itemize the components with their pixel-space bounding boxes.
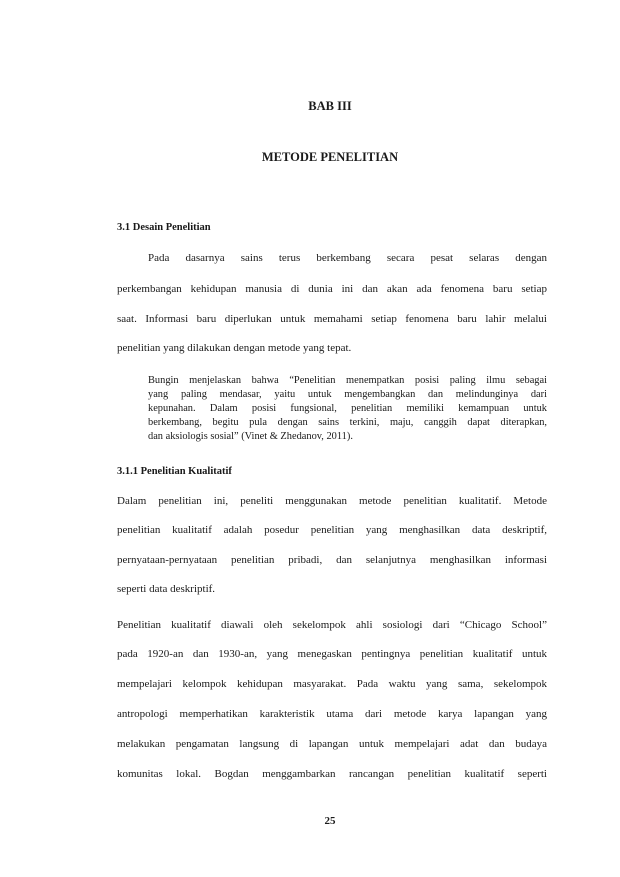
- section-heading-3-1-1: 3.1.1 Penelitian Kualitatif: [117, 466, 232, 477]
- paragraph-line: komunitas lokal. Bogdan menggambarkan rancangan penelitian kualitatif seperti: [117, 768, 547, 780]
- section-heading-3-1: 3.1 Desain Penelitian: [117, 222, 211, 233]
- paragraph-line: pada 1920-an dan 1930-an, yang menegaskan pentingnya penelitian kualitatif untuk: [117, 648, 547, 660]
- page-number: 25: [324, 815, 336, 827]
- paragraph-line: melakukan pengamatan langsung di lapangan untuk mempelajari adat dan budaya: [117, 738, 547, 750]
- paragraph-line: saat. Informasi baru diperlukan untuk memahami setiap fenomena baru lahir melalui: [117, 313, 547, 325]
- paragraph-line: Pada dasarnya sains terus berkembang secara pesat selaras dengan: [148, 252, 547, 264]
- paragraph-line: penelitian kualitatif adalah posedur penelitian yang menghasilkan data deskriptif,: [117, 524, 547, 536]
- paragraph-line: seperti data deskriptif.: [117, 583, 216, 595]
- block-quote-line: Bungin menjelaskan bahwa “Penelitian menempatkan posisi paling ilmu sebagai: [148, 375, 547, 386]
- block-quote-line: dan aksiologis sosial” (Vinet & Zhedanov, 2011).: [148, 431, 353, 442]
- paragraph-line: Penelitian kualitatif diawali oleh sekelompok ahli sosiologi dari “Chicago School”: [117, 619, 547, 631]
- chapter-number: BAB III: [308, 99, 352, 113]
- block-quote-line: berkembang, begitu pula dengan sains terkini, maju, canggih dapat diterapkan,: [148, 417, 547, 428]
- chapter-title: METODE PENELITIAN: [261, 150, 399, 164]
- paragraph-line: Dalam penelitian ini, peneliti menggunakan metode penelitian kualitatif. Metode: [117, 495, 547, 507]
- paragraph-line: pernyataan-pernyataan penelitian pribadi, dan selanjutnya menghasilkan informasi: [117, 554, 547, 566]
- paragraph-line: mempelajari kelompok kehidupan masyarakat. Pada waktu yang sama, sekelompok: [117, 678, 547, 690]
- block-quote-line: kepunahan. Dalam posisi fungsional, penelitian memiliki kemampuan untuk: [148, 403, 547, 414]
- block-quote-line: yang paling mendasar, yaitu untuk mengembangkan dan melindunginya dari: [148, 389, 547, 400]
- paragraph-line: penelitian yang dilakukan dengan metode yang tepat.: [117, 342, 352, 354]
- paragraph-line: perkembangan kehidupan manusia di dunia ini dan akan ada fenomena baru setiap: [117, 283, 547, 295]
- paragraph-line: antropologi memperhatikan karakteristik utama dari metode karya lapangan yang: [117, 708, 547, 720]
